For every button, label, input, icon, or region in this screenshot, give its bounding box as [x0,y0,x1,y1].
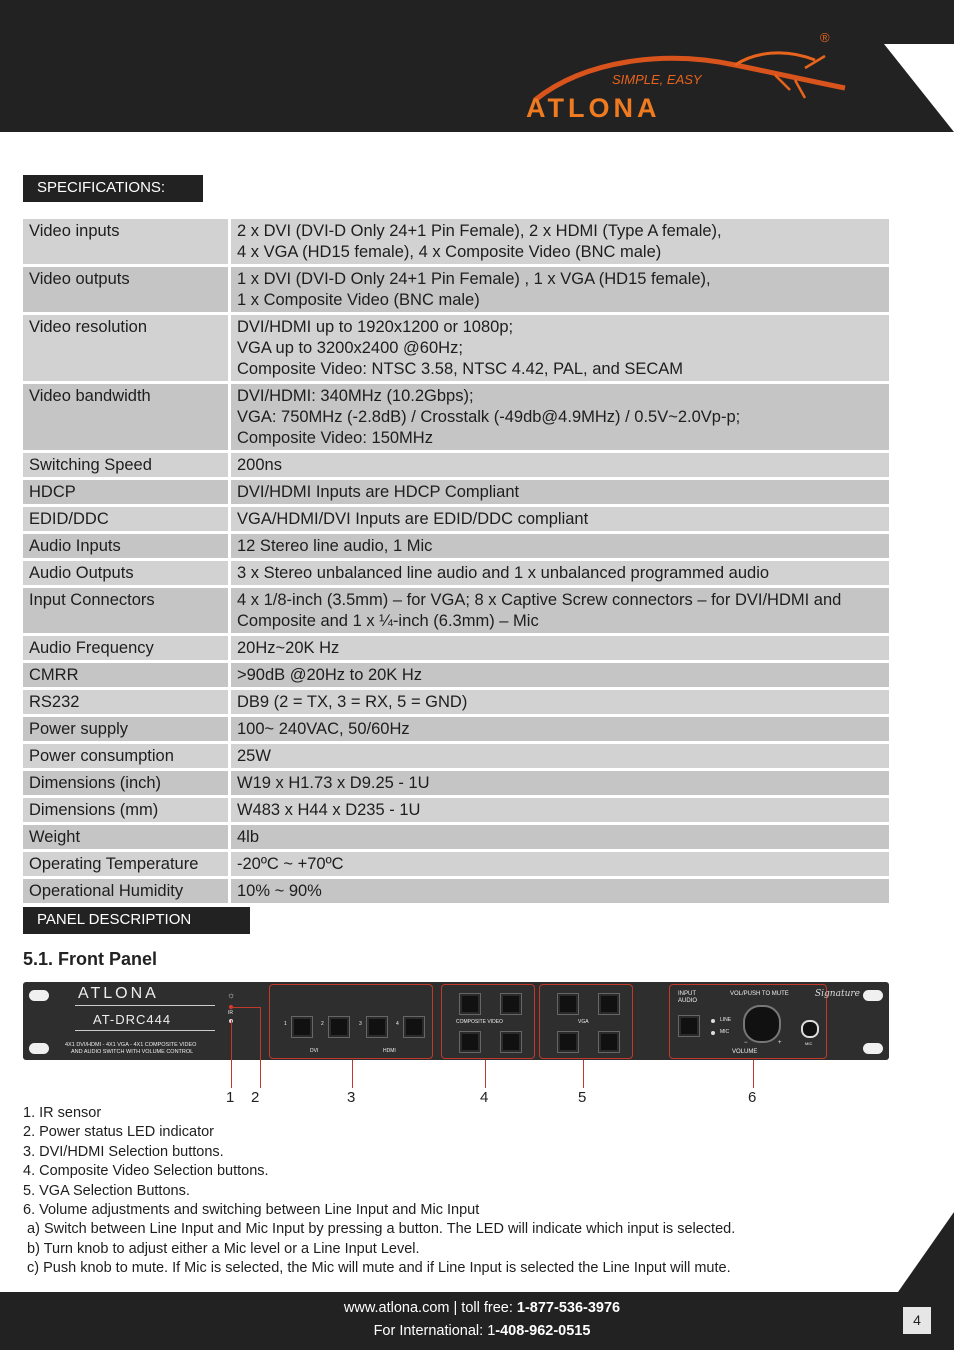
callout-number: 1 [226,1089,235,1106]
spec-row [23,663,889,687]
button-number: 1 [284,1021,287,1027]
input-audio-label: INPUT AUDIO [678,991,698,1004]
spec-key: Weight [23,825,228,849]
vga-4-button[interactable] [598,1031,620,1053]
callout-number: 3 [347,1089,356,1106]
spec-key: Operating Temperature [23,852,228,876]
callout-line [485,1060,486,1088]
legend-item: 5. VGA Selection Buttons. [23,1182,190,1199]
device-subtitle: 4X1 DVI/HDMI - 4X1 VGA - 4X1 COMPOSITE VIDEO [65,1042,197,1048]
spec-key: Power consumption [23,744,228,768]
spec-value: W19 x H1.73 x D9.25 - 1U [231,771,889,795]
device-subtitle: AND AUDIO SWITCH WITH VOLUME CONTROL [71,1049,194,1055]
spec-value: DVI/HDMI: 340MHz (10.2Gbps); VGA: 750MHz (-2.8dB) / Crosstalk (-49db@4.9MHz) / 0.5V~2.0Vp-p; Composite Video: 150MHz [231,384,889,450]
spec-key: Power supply [23,717,228,741]
spec-table [23,219,889,906]
ir-label: IR [228,1010,233,1016]
spec-value: 25W [231,744,889,768]
spec-row [23,717,889,741]
composite-4-button[interactable] [500,1031,522,1053]
dvi-1-button[interactable] [291,1016,313,1038]
callout-line [231,1007,261,1008]
spec-row [23,561,889,585]
spec-key: Operational Humidity [23,879,228,903]
volume-minus-label: − [744,1040,748,1046]
callout-line [583,1060,584,1088]
vga-label: VGA [578,1019,589,1025]
volume-knob[interactable] [743,1005,781,1043]
mic-jack-label: MIC [805,1041,813,1046]
spec-row [23,384,889,450]
logo-tagline: SIMPLE, EASY [612,72,702,87]
logo-wordmark: ATLONA [526,93,661,123]
spec-value: 200ns [231,453,889,477]
vga-1-button[interactable] [557,993,579,1015]
vga-3-button[interactable] [557,1031,579,1053]
callout-line [753,1060,754,1088]
spec-row [23,852,889,876]
divider [75,1030,215,1031]
header-corner-cut [884,44,954,132]
spec-key: Audio Inputs [23,534,228,558]
button-number: 2 [321,1021,324,1027]
vol-mute-label: VOL/PUSH TO MUTE [730,991,789,997]
legend-item: 3. DVI/HDMI Selection buttons. [23,1143,224,1160]
spec-value: W483 x H44 x D235 - 1U [231,798,889,822]
front-panel-title: 5.1. Front Panel [23,949,158,969]
divider [75,1005,215,1006]
callout-number: 2 [251,1089,260,1106]
hdmi-4-button[interactable] [403,1016,425,1038]
callout-number: 4 [480,1089,489,1106]
spec-value: 10% ~ 90% [231,879,889,903]
spec-value: VGA/HDMI/DVI Inputs are EDID/DDC compliant [231,507,889,531]
spec-row [23,798,889,822]
spec-row [23,879,889,903]
callout-line [352,1060,353,1088]
vga-button-group [539,984,633,1059]
spec-key: Video bandwidth [23,384,228,450]
spec-key: HDCP [23,480,228,504]
button-number: 3 [359,1021,362,1027]
toll-free-number: 1-877-536-3976 [516,1300,621,1316]
spec-value: DVI/HDMI up to 1920x1200 or 1080p; VGA up to 3200x2400 @60Hz; Composite Video: NTSC 3.58, NTSC 4.42, PAL, and SECAM [231,315,889,381]
spec-value: 1 x DVI (DVI-D Only 24+1 Pin Female) , 1 x VGA (HD15 female), 1 x Composite Video (BNC male) [231,267,889,312]
spec-row [23,453,889,477]
callout-number: 6 [748,1089,757,1106]
spec-value: DB9 (2 = TX, 3 = RX, 5 = GND) [231,690,889,714]
volume-label: VOLUME [732,1049,758,1055]
spec-row [23,507,889,531]
spec-key: Dimensions (inch) [23,771,228,795]
spec-value: 12 Stereo line audio, 1 Mic [231,534,889,558]
spec-value: -20ºC ~ +70ºC [231,852,889,876]
spec-key: Switching Speed [23,453,228,477]
spec-row [23,219,889,264]
legend-item: 1. IR sensor [23,1105,102,1121]
button-number: 4 [396,1021,399,1027]
hdmi-label: HDMI [383,1048,396,1054]
legend-item: c) Push knob to mute. If Mic is selected, the Mic will mute and if Line Input is selected the Line Input will mute. [23,1260,731,1277]
composite-label: COMPOSITE VIDEO [456,1019,503,1025]
spec-value: >90dB @20Hz to 20K Hz [231,663,889,687]
specifications-heading: SPECIFICATIONS: [23,175,203,202]
spec-value: 2 x DVI (DVI-D Only 24+1 Pin Female), 2 x HDMI (Type A female), 4 x VGA (HD15 female), 4 x Composite Video (BNC male) [231,219,889,264]
spec-value: 3 x Stereo unbalanced line audio and 1 x unbalanced programmed audio [231,561,889,585]
spec-row [23,267,889,312]
spec-row [23,690,889,714]
line-led [711,1019,715,1023]
mic-jack[interactable] [801,1020,819,1038]
registered-mark: ® [820,30,830,45]
spec-key: Dimensions (mm) [23,798,228,822]
panel-description-heading: PANEL DESCRIPTION [23,907,250,934]
mic-led [711,1031,715,1035]
sun-icon: ☼ [227,990,236,1000]
spec-row [23,825,889,849]
spec-row [23,588,889,633]
footer-contact-line [0,1300,954,1316]
legend-item: b) Turn knob to adjust either a Mic level or a Line Input Level. [23,1240,420,1257]
spec-row [23,744,889,768]
spec-key: CMRR [23,663,228,687]
line-label: LINE [720,1017,732,1023]
front-panel-image [23,982,889,1060]
spec-row [23,315,889,381]
spec-key: Input Connectors [23,588,228,633]
hdmi-3-button[interactable] [366,1016,388,1038]
spec-value: 20Hz~20K Hz [231,636,889,660]
spec-key: RS232 [23,690,228,714]
dvi-2-button[interactable] [328,1016,350,1038]
rack-ear-hole [863,990,883,1001]
mic-label: MIC [720,1029,730,1035]
legend-item: 2. Power status LED indicator [23,1124,215,1141]
composite-2-button[interactable] [500,993,522,1015]
spec-key: EDID/DDC [23,507,228,531]
spec-row [23,771,889,795]
callout-line [260,1007,261,1088]
device-brand: ATLONA [78,985,159,1002]
rack-ear-hole [863,1043,883,1054]
dvi-hdmi-button-group [269,984,433,1059]
international-text: For International: 1 [373,1323,496,1339]
spec-key: Audio Frequency [23,636,228,660]
front-panel-legend [23,1104,735,1279]
input-audio-button[interactable] [678,1015,700,1037]
spec-key: Video resolution [23,315,228,381]
spec-key: Audio Outputs [23,561,228,585]
page-number: 4 [903,1307,931,1334]
callout-line [231,1020,232,1088]
spec-row [23,480,889,504]
website-text: www.atlona.com | toll free: [343,1300,517,1316]
international-number: -408-962-0515 [495,1323,591,1339]
legend-item: 6. Volume adjustments and switching between Line Input and Mic Input [23,1202,480,1219]
rack-ear-hole [29,1043,49,1054]
dvi-label: DVI [310,1048,319,1054]
signature-logo: Signature [815,989,861,999]
device-model: AT-DRC444 [93,1012,172,1027]
footer-international-line [0,1323,954,1339]
vga-2-button[interactable] [598,993,620,1015]
legend-item: a) Switch between Line Input and Mic Input by pressing a button. The LED will indicate which input is selected. [23,1221,736,1238]
spec-key: Video outputs [23,267,228,312]
spec-value: 4 x 1/8-inch (3.5mm) – for VGA; 8 x Captive Screw connectors – for DVI/HDMI and Composite and 1 x ¼-inch (6.3mm) – Mic [231,588,889,633]
volume-plus-label: + [778,1040,782,1046]
spec-row [23,636,889,660]
rack-ear-hole [29,990,49,1001]
spec-value: DVI/HDMI Inputs are HDCP Compliant [231,480,889,504]
spec-value: 4lb [231,825,889,849]
composite-1-button[interactable] [459,993,481,1015]
composite-button-group [441,984,535,1059]
callout-number: 5 [578,1089,587,1106]
spec-row [23,534,889,558]
legend-item: 4. Composite Video Selection buttons. [23,1163,269,1180]
volume-control-group [669,984,827,1059]
footer-corner-shape [898,1212,954,1292]
spec-key: Video inputs [23,219,228,264]
spec-value: 100~ 240VAC, 50/60Hz [231,717,889,741]
composite-3-button[interactable] [459,1031,481,1053]
